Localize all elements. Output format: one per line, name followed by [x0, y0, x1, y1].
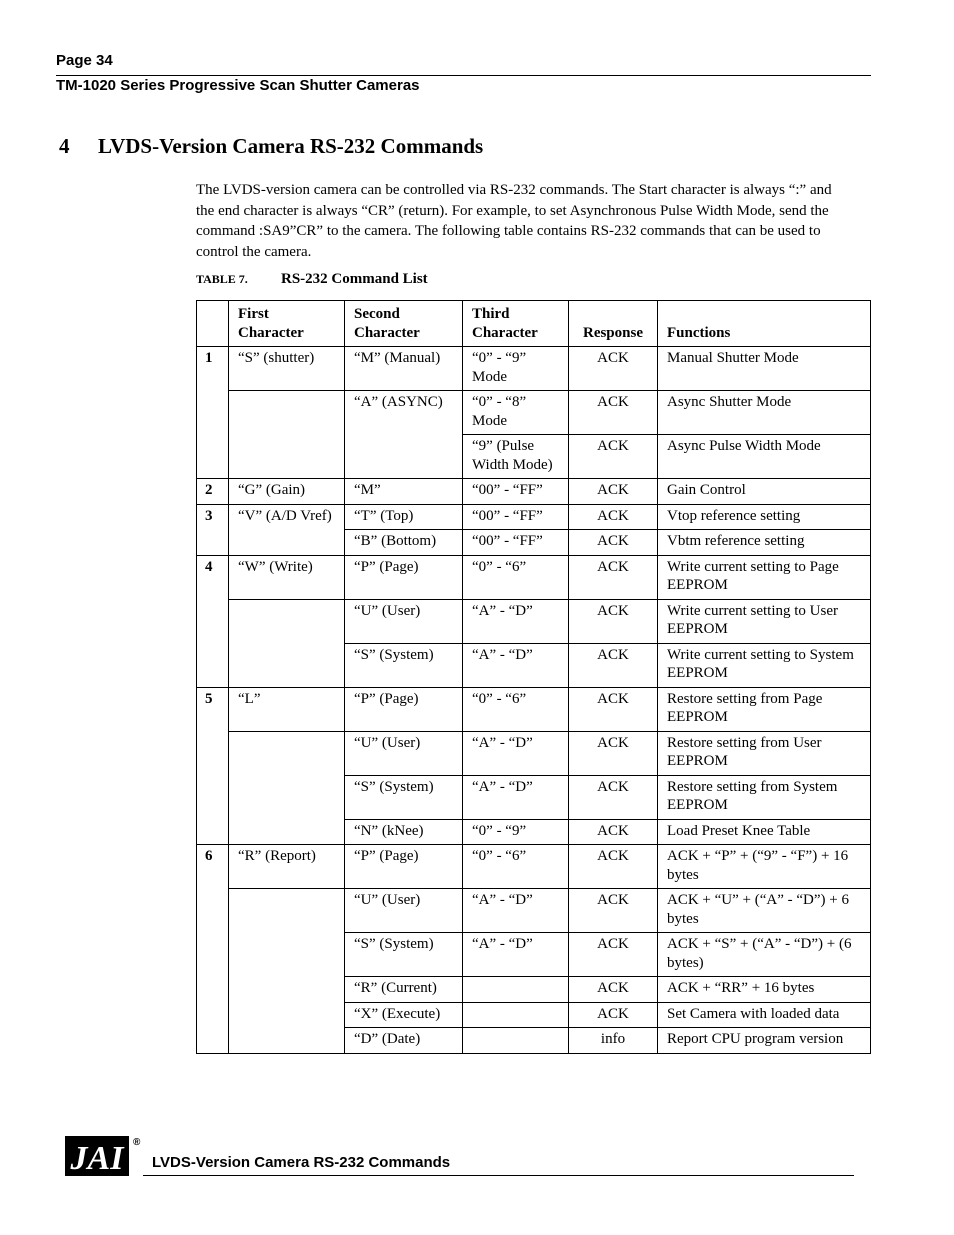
response: ACK — [569, 643, 658, 687]
table-row — [197, 504, 871, 530]
function: Gain Control — [658, 479, 871, 505]
function: Write current setting to Page EEPROM — [658, 555, 871, 599]
third-character: “00” - “FF” — [463, 530, 569, 556]
function: ACK + “U” + (“A” - “D”) + 6 bytes — [658, 889, 871, 933]
function: Async Pulse Width Mode — [658, 435, 871, 479]
response: ACK — [569, 435, 658, 479]
third-character — [463, 977, 569, 1003]
second-character: “S” (System) — [345, 643, 463, 687]
command-number: 2 — [197, 479, 229, 505]
table-row — [197, 599, 871, 643]
rs232-command-table — [196, 300, 871, 1054]
header-num — [197, 301, 229, 347]
function: Restore setting from Page EEPROM — [658, 687, 871, 731]
first-character: “L” — [229, 687, 345, 731]
second-character: “A” (ASYNC) — [345, 391, 463, 479]
header-response: Response — [569, 301, 658, 347]
second-character: “N” (kNee) — [345, 819, 463, 845]
function: Write current setting to User EEPROM — [658, 599, 871, 643]
second-character: “P” (Page) — [345, 845, 463, 889]
footer-title: LVDS-Version Camera RS-232 Commands — [152, 1154, 451, 1171]
second-character: “B” (Bottom) — [345, 530, 463, 556]
third-character — [463, 1002, 569, 1028]
second-character: “U” (User) — [345, 731, 463, 775]
function: Vbtm reference setting — [658, 530, 871, 556]
third-character: “A” - “D” — [463, 599, 569, 643]
third-character: “A” - “D” — [463, 731, 569, 775]
page-number: Page 34 — [56, 52, 113, 69]
command-number: 3 — [197, 504, 229, 555]
section-title: LVDS-Version Camera RS-232 Commands — [98, 134, 484, 158]
header-third-character: Third Character — [463, 301, 569, 347]
function: Report CPU program version — [658, 1028, 871, 1054]
table-row — [197, 845, 871, 889]
command-number: 1 — [197, 347, 229, 479]
response: ACK — [569, 504, 658, 530]
first-character-empty — [229, 599, 345, 687]
second-character: “P” (Page) — [345, 555, 463, 599]
response: ACK — [569, 555, 658, 599]
response: ACK — [569, 889, 658, 933]
third-character: “0” - “9” Mode — [463, 347, 569, 391]
registered-mark: ® — [133, 1137, 141, 1148]
command-number: 5 — [197, 687, 229, 845]
table-header-row — [197, 301, 871, 347]
jai-logo — [63, 1132, 143, 1180]
response: ACK — [569, 687, 658, 731]
second-character: “U” (User) — [345, 889, 463, 933]
table-caption — [196, 271, 428, 288]
third-character — [463, 1028, 569, 1054]
third-character: “0” - “6” — [463, 555, 569, 599]
function: ACK + “P” + (“9” - “F”) + 16 bytes — [658, 845, 871, 889]
command-number: 4 — [197, 555, 229, 687]
third-character: “0” - “6” — [463, 845, 569, 889]
jai-logo-text: JAI — [70, 1140, 124, 1177]
third-character: “0” - “6” — [463, 687, 569, 731]
third-character: “00” - “FF” — [463, 504, 569, 530]
response: ACK — [569, 819, 658, 845]
response: ACK — [569, 775, 658, 819]
third-character: “00” - “FF” — [463, 479, 569, 505]
table-row — [197, 479, 871, 505]
series-title: TM-1020 Series Progressive Scan Shutter Cameras — [56, 77, 420, 94]
second-character: “M” (Manual) — [345, 347, 463, 391]
second-character: “T” (Top) — [345, 504, 463, 530]
response: ACK — [569, 933, 658, 977]
section-number: 4 — [59, 134, 70, 158]
second-character: “M” — [345, 479, 463, 505]
command-number: 6 — [197, 845, 229, 1054]
header-rule — [56, 75, 871, 76]
function: Restore setting from System EEPROM — [658, 775, 871, 819]
response: ACK — [569, 347, 658, 391]
first-character: “W” (Write) — [229, 555, 345, 599]
function: ACK + “S” + (“A” - “D”) + (6 bytes) — [658, 933, 871, 977]
third-character: “A” - “D” — [463, 933, 569, 977]
function: Set Camera with loaded data — [658, 1002, 871, 1028]
second-character: “D” (Date) — [345, 1028, 463, 1054]
third-character: “A” - “D” — [463, 643, 569, 687]
function: ACK + “RR” + 16 bytes — [658, 977, 871, 1003]
response: ACK — [569, 1002, 658, 1028]
first-character-empty — [229, 889, 345, 1054]
third-character: “A” - “D” — [463, 889, 569, 933]
section-heading — [59, 134, 483, 159]
table-row — [197, 555, 871, 599]
third-character: “9” (Pulse Width Mode) — [463, 435, 569, 479]
response: ACK — [569, 530, 658, 556]
footer-rule — [143, 1175, 854, 1176]
third-character: “A” - “D” — [463, 775, 569, 819]
third-character: “0” - “9” — [463, 819, 569, 845]
response: ACK — [569, 479, 658, 505]
second-character: “S” (System) — [345, 775, 463, 819]
first-character-empty — [229, 731, 345, 845]
header-second-character: Second Character — [345, 301, 463, 347]
first-character: “S” (shutter) — [229, 347, 345, 391]
function: Manual Shutter Mode — [658, 347, 871, 391]
function: Async Shutter Mode — [658, 391, 871, 435]
second-character: “R” (Current) — [345, 977, 463, 1003]
response: ACK — [569, 599, 658, 643]
function: Restore setting from User EEPROM — [658, 731, 871, 775]
third-character: “0” - “8” Mode — [463, 391, 569, 435]
header-first-character: First Character — [229, 301, 345, 347]
table-row — [197, 889, 871, 933]
table-row — [197, 391, 871, 435]
table-row — [197, 687, 871, 731]
table-row — [197, 731, 871, 775]
first-character: “R” (Report) — [229, 845, 345, 889]
response: ACK — [569, 977, 658, 1003]
table-caption-title: RS-232 Command List — [281, 271, 428, 287]
table-caption-label: TABLE 7. — [196, 272, 248, 286]
response: ACK — [569, 731, 658, 775]
response: ACK — [569, 391, 658, 435]
response: ACK — [569, 845, 658, 889]
function: Write current setting to System EEPROM — [658, 643, 871, 687]
response: info — [569, 1028, 658, 1054]
second-character: “P” (Page) — [345, 687, 463, 731]
first-character: “G” (Gain) — [229, 479, 345, 505]
first-character: “V” (A/D Vref) — [229, 504, 345, 555]
first-character-empty — [229, 391, 345, 479]
intro-paragraph: The LVDS-version camera can be controlled via RS-232 commands. The Start character is always “:” and the end character is always “CR” (return). For example, to set Asynchronous Pulse Width Mode, send the command :SA9”CR” to the camera. The following table contains RS-232 commands that can be used to control the camera. — [196, 182, 832, 260]
second-character: “X” (Execute) — [345, 1002, 463, 1028]
header-functions: Functions — [658, 301, 871, 347]
table-row — [197, 347, 871, 391]
function: Load Preset Knee Table — [658, 819, 871, 845]
second-character: “U” (User) — [345, 599, 463, 643]
second-character: “S” (System) — [345, 933, 463, 977]
function: Vtop reference setting — [658, 504, 871, 530]
